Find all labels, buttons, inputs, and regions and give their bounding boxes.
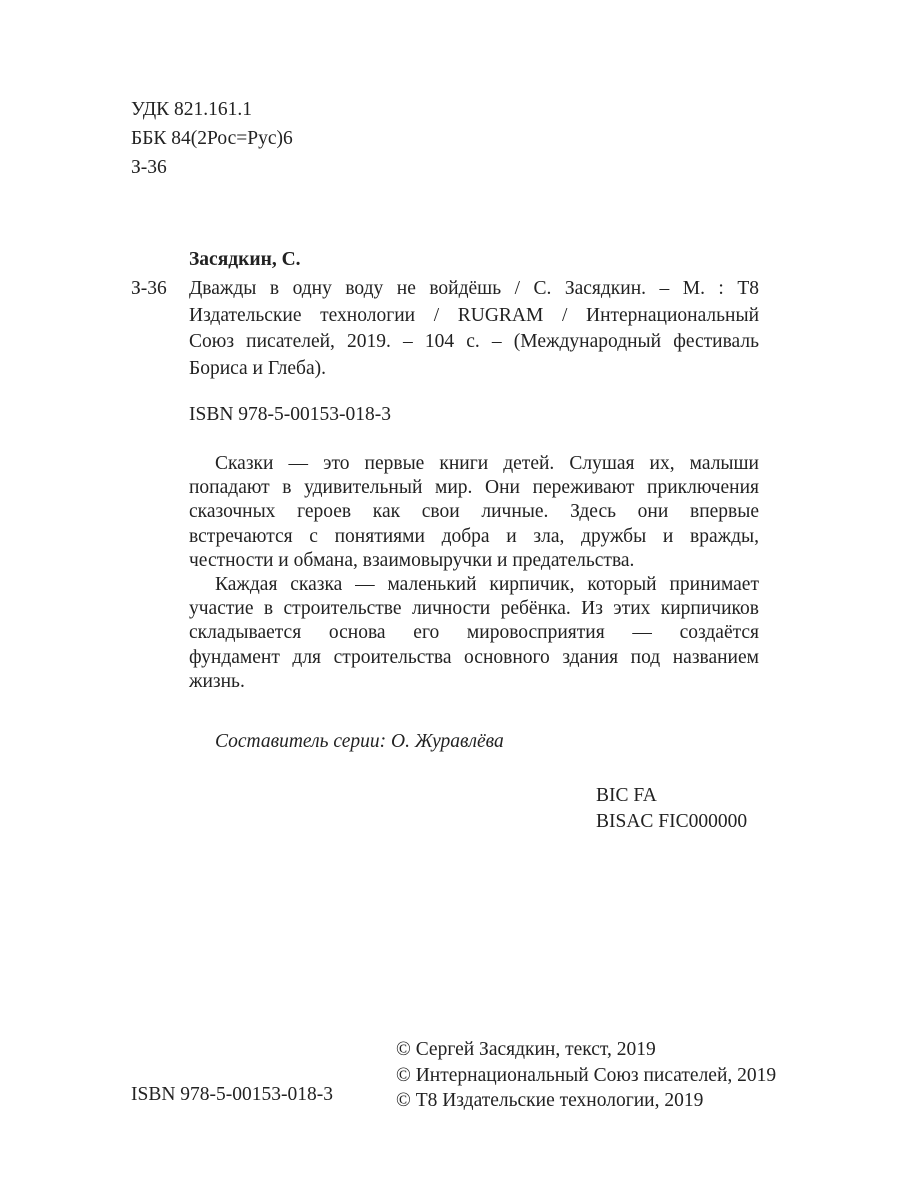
annotation-line: участие в строительстве личности ребёнка. Из этих кирпичиков xyxy=(189,598,759,620)
copyright-line: © Т8 Издательские технологии, 2019 xyxy=(396,1090,704,1111)
annotation-line: попадают в удивительный мир. Они переживают приключения xyxy=(189,477,759,499)
annotation-line: Каждая сказка — маленький кирпичик, который принимает xyxy=(215,574,759,596)
copyright-block xyxy=(396,1037,776,1114)
annotation-line: Сказки — это первые книги детей. Слушая их, малыши xyxy=(215,453,759,474)
annotation xyxy=(189,452,759,694)
series-compiler: Составитель серии: О. Журавлёва xyxy=(215,731,504,752)
annotation-line: честности и обмана, взаимовыручки и предательства. xyxy=(189,549,635,571)
subject-codes xyxy=(596,783,747,835)
classification-block xyxy=(131,95,293,182)
bbk-code: ББК 84(2Рос=Рус)6 xyxy=(131,128,293,149)
bic-code: BIC FA xyxy=(596,785,657,806)
footer-isbn: ISBN 978-5-00153-018-3 xyxy=(131,1084,334,1105)
copyright-line: © Интернациональный Союз писателей, 2019 xyxy=(396,1064,777,1086)
bibliographic-line: Бориса и Глеба). xyxy=(189,357,327,379)
annotation-line: складывается основа его мировосприятия — создаётся xyxy=(189,622,759,644)
author-mark: З-36 xyxy=(131,157,167,178)
bibliographic-line: Издательские технологии / RUGRAM / Интернациональный xyxy=(189,304,759,326)
bibliographic-line: Союз писателей, 2019. – 104 с. – (Международный фестиваль xyxy=(189,331,759,352)
copyright-line: © Сергей Засядкин, текст, 2019 xyxy=(396,1039,656,1060)
annotation-line: сказочных героев как свои личные. Здесь они впервые xyxy=(189,501,759,523)
bibliographic-author: Засядкин, С. xyxy=(189,249,301,270)
udk-code: УДК 821.161.1 xyxy=(131,99,253,120)
annotation-line: жизнь. xyxy=(189,670,245,692)
bibliographic-description xyxy=(189,276,759,382)
annotation-line: фундамент для строительства основного здания под названием xyxy=(189,646,759,668)
bibliographic-isbn: ISBN 978-5-00153-018-3 xyxy=(189,404,392,425)
bibliographic-code: З-36 xyxy=(131,278,167,299)
bisac-code: BISAC FIC000000 xyxy=(596,811,748,832)
bibliographic-line: Дважды в одну воду не войдёшь / С. Засядкин. – М. : Т8 xyxy=(189,278,759,299)
annotation-line: встречаются с понятиями добра и зла, дружбы и вражды, xyxy=(189,525,759,547)
